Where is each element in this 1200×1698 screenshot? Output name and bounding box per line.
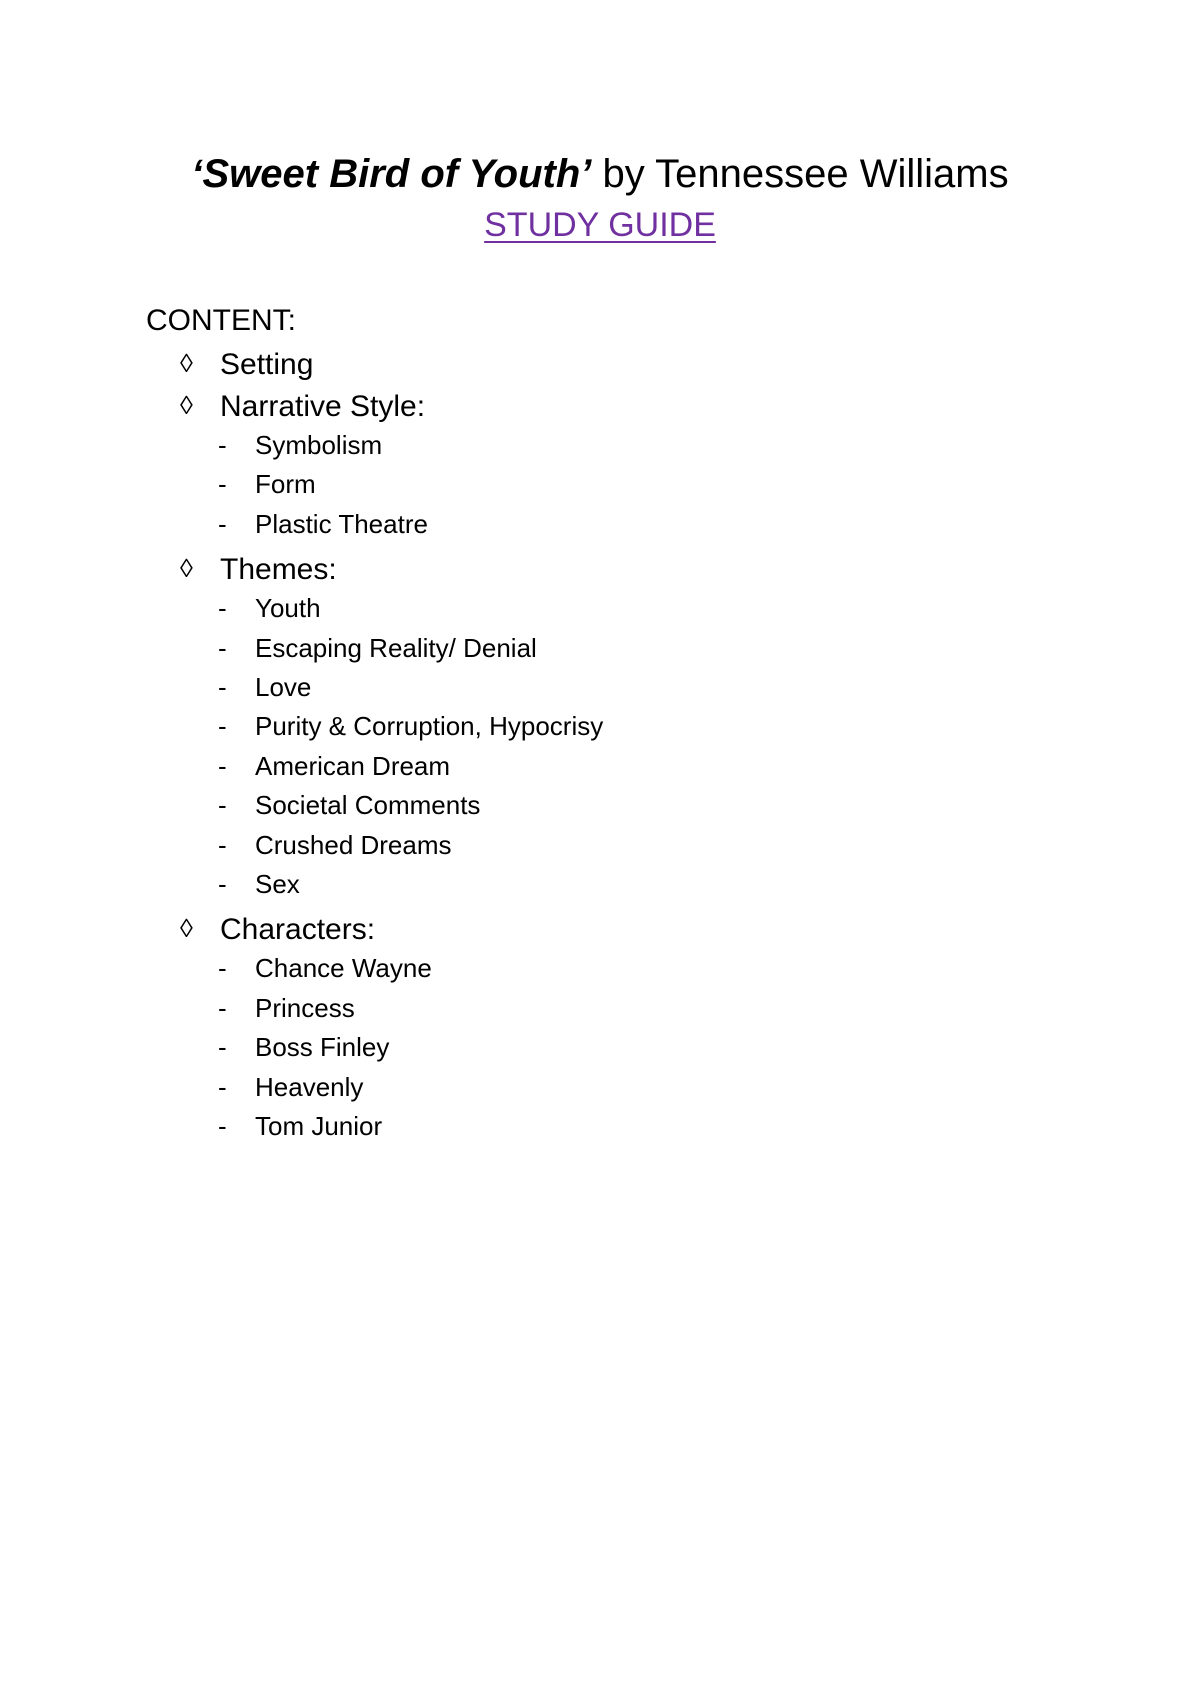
list-item <box>218 468 316 500</box>
dash-bullet: - <box>218 869 227 899</box>
dash-bullet: - <box>218 829 227 860</box>
document-title <box>0 150 1200 198</box>
list-item <box>218 1110 382 1142</box>
diamond-bullet-icon: ◊ <box>180 553 193 584</box>
list-item-text: Boss Finley <box>255 1032 390 1063</box>
list-item-text: Form <box>255 469 316 500</box>
list-item-text: Societal Comments <box>255 790 481 821</box>
section-label: Themes: <box>220 553 337 587</box>
dash-bullet: - <box>218 1032 227 1063</box>
list-item-text: Crushed Dreams <box>255 829 452 860</box>
list-item-text: Heavenly <box>255 1071 364 1102</box>
section-label: Setting <box>220 348 314 381</box>
list-item <box>218 592 321 624</box>
dash-bullet: - <box>218 790 227 821</box>
subtitle <box>0 204 1200 246</box>
list-item <box>218 710 603 742</box>
diamond-bullet-icon: ◊ <box>180 913 193 944</box>
list-item <box>218 632 537 664</box>
list-item <box>218 429 382 461</box>
study-guide-link[interactable]: STUDY GUIDE <box>484 206 716 244</box>
list-item-text: Tom Junior <box>255 1111 383 1141</box>
list-item <box>218 1071 363 1103</box>
list-item <box>218 1031 389 1063</box>
list-item-text: Love <box>255 672 312 702</box>
list-item-text: Symbolism <box>255 430 383 460</box>
section-heading <box>180 345 313 383</box>
dash-bullet: - <box>218 508 227 539</box>
dash-bullet: - <box>218 750 227 781</box>
list-item <box>218 992 355 1024</box>
list-item <box>218 952 432 984</box>
dash-bullet: - <box>218 953 227 984</box>
list-item-text: Youth <box>255 593 321 624</box>
section-heading <box>180 910 375 948</box>
dash-bullet: - <box>218 711 227 742</box>
play-title: ‘Sweet Bird of Youth’ <box>191 152 592 196</box>
list-item-text: Escaping Reality/ Denial <box>255 632 537 663</box>
list-item-text: Princess <box>255 992 355 1023</box>
list-item <box>218 508 428 540</box>
dash-bullet: - <box>218 1071 227 1102</box>
dash-bullet: - <box>218 469 227 500</box>
list-item <box>218 671 311 703</box>
list-item <box>218 750 450 782</box>
diamond-bullet-icon: ◊ <box>180 348 193 378</box>
dash-bullet: - <box>218 632 227 663</box>
list-item <box>218 789 480 821</box>
dash-bullet: - <box>218 430 227 460</box>
list-item-text: Plastic Theatre <box>255 508 428 539</box>
list-item-text: Chance Wayne <box>255 953 432 984</box>
list-item <box>218 868 300 900</box>
diamond-bullet-icon: ◊ <box>180 390 193 420</box>
dash-bullet: - <box>218 593 227 624</box>
dash-bullet: - <box>218 672 227 702</box>
list-item <box>218 829 452 861</box>
list-item-text: Sex <box>255 869 300 899</box>
list-item-text: American Dream <box>255 750 451 781</box>
section-heading <box>180 387 425 425</box>
dash-bullet: - <box>218 992 227 1023</box>
dash-bullet: - <box>218 1111 227 1141</box>
list-item-text: Purity & Corruption, Hypocrisy <box>255 711 604 742</box>
content-heading: CONTENT: <box>146 304 296 337</box>
section-label: Characters: <box>220 913 376 947</box>
section-label: Narrative Style: <box>220 390 426 423</box>
author-credit: by Tennessee Williams <box>591 152 1009 196</box>
section-heading <box>180 550 337 588</box>
